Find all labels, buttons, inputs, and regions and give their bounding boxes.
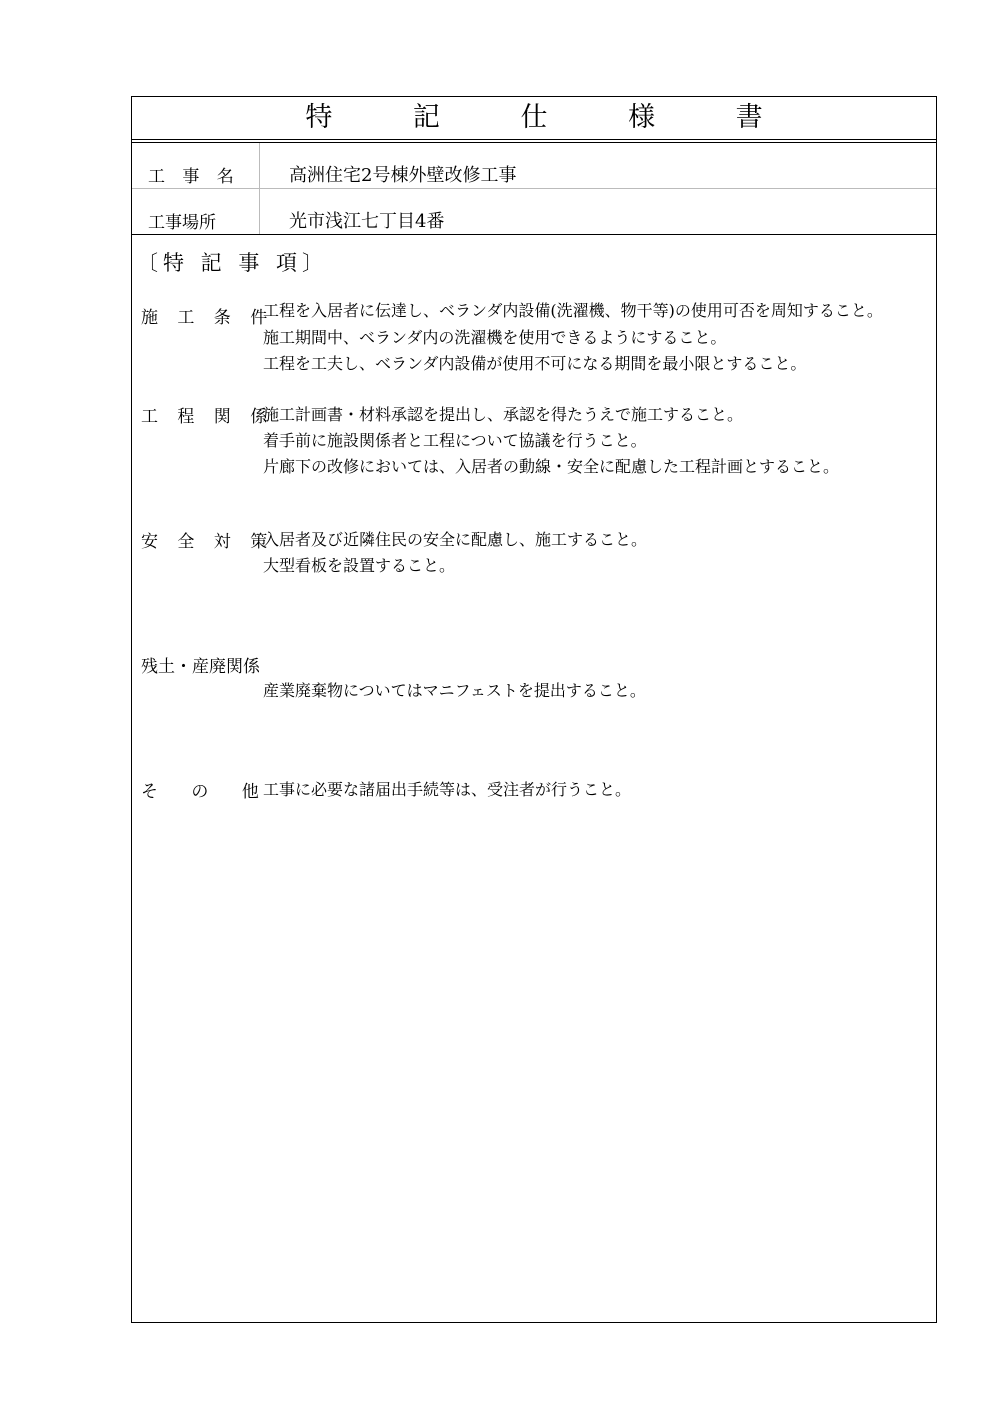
section-line: 施工期間中、ベランダ内の洗濯機を使用できるようにすること。 xyxy=(263,328,727,347)
section-label: 施 工 条 件 xyxy=(141,308,275,328)
section-label: 残土・産廃関係 xyxy=(141,657,260,677)
section-line: 着手前に施設関係者と工程について協議を行うこと。 xyxy=(263,431,647,450)
special-notes-heading: 〔特 記 事 項〕 xyxy=(137,251,329,275)
section-lines xyxy=(263,678,646,704)
section-lines xyxy=(263,777,631,803)
spec-sheet-frame xyxy=(131,96,937,1323)
section-label: そ の 他 xyxy=(141,782,273,802)
location-value: 光市浅江七丁目4番 xyxy=(289,211,445,232)
title-row xyxy=(132,97,936,140)
info-divider xyxy=(259,143,260,188)
section-lines xyxy=(263,527,647,579)
project-name-row xyxy=(132,143,936,189)
project-name-label: 工 事 名 xyxy=(148,167,240,187)
project-name-value: 高洲住宅2号棟外壁改修工事 xyxy=(289,165,517,186)
info-divider xyxy=(259,189,260,234)
section-line: 工事に必要な諸届出手続等は、受注者が行うこと。 xyxy=(263,780,632,799)
location-label: 工事場所 xyxy=(148,213,216,233)
section-line: 施工計画書・材料承認を提出し、承認を得たうえで施工すること。 xyxy=(263,405,744,424)
section-line: 産業廃棄物についてはマニフェストを提出すること。 xyxy=(263,681,646,700)
section-line: 大型看板を設置すること。 xyxy=(263,556,456,575)
section-label: 工 程 関 係 xyxy=(141,407,275,427)
section-line: 片廊下の改修においては、入居者の動線・安全に配慮した工程計画とすること。 xyxy=(263,457,840,476)
section-line: 工程を入居者に伝達し、ベランダ内設備(洗濯機、物干等)の使用可否を周知すること。 xyxy=(263,301,883,320)
section-label: 安 全 対 策 xyxy=(141,532,275,552)
section-line: 工程を工夫し、ベランダ内設備が使用不可になる期間を最小限とすること。 xyxy=(263,354,807,373)
location-row xyxy=(132,189,936,235)
section-line: 入居者及び近隣住民の安全に配慮し、施工すること。 xyxy=(263,530,648,549)
document-title: 特 記 仕 様 書 xyxy=(305,102,799,133)
section-lines xyxy=(263,297,883,377)
section-lines xyxy=(263,402,839,480)
